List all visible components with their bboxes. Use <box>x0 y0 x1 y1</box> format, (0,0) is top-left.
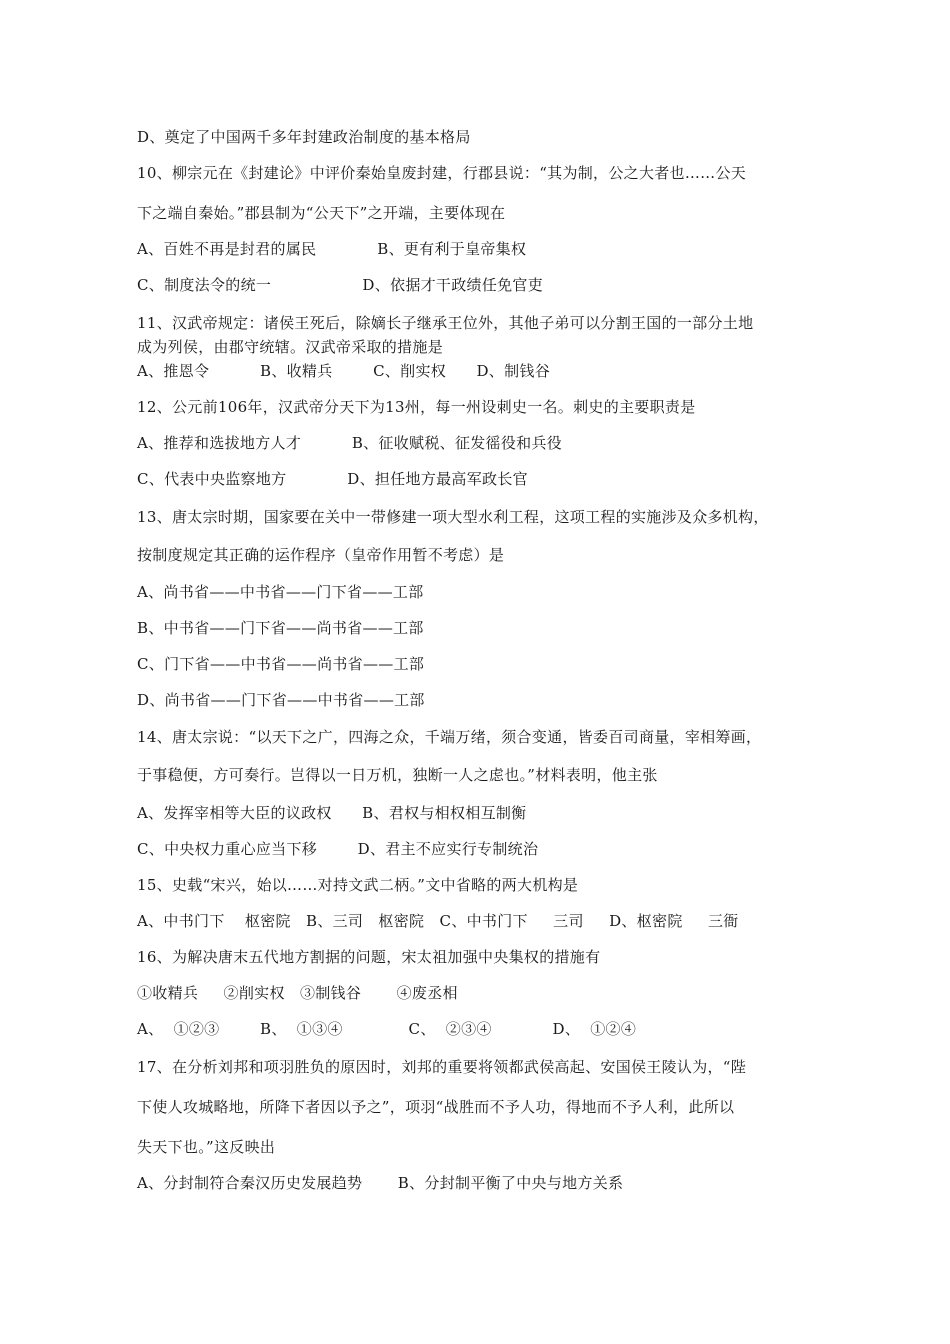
option-9-d: D、奠定了中国两千多年封建政治制度的基本格局 <box>137 128 471 146</box>
question-14-options-cd: C、中央权力重心应当下移 D、君主不应实行专制统治 <box>137 840 539 858</box>
question-15-options: A、中书门下 枢密院 B、三司 枢密院 C、中书门下 三司 D、枢密院 三衙 <box>137 912 739 930</box>
question-13-option-c: C、门下省——中书省——尚书省——工部 <box>137 655 425 673</box>
question-13-option-d: D、尚书省——门下省——中书省——工部 <box>137 691 425 709</box>
question-12-options-cd: C、代表中央监察地方 D、担任地方最高军政长官 <box>137 470 528 488</box>
question-11-line-1: 11、汉武帝规定：诸侯王死后，除嫡长子继承王位外，其他子弟可以分割王国的一部分土地 <box>137 314 754 332</box>
question-13-option-b: B、中书省——门下省——尚书省——工部 <box>137 619 424 637</box>
question-14-line-2: 于事稳便，方可奏行。岂得以一日万机，独断一人之虑也。”材料表明，他主张 <box>137 766 658 784</box>
question-16-options: A、 ①②③ B、 ①③④ C、 ②③④ D、 ①②④ <box>137 1020 637 1038</box>
question-15-stem: 15、史载“宋兴，始以……对持文武二柄。”文中省略的两大机构是 <box>137 876 579 894</box>
question-17-line-3: 失天下也。”这反映出 <box>137 1138 276 1156</box>
question-12-options-ab: A、推荐和选拔地方人才 B、征收赋税、征发徭役和兵役 <box>137 434 563 452</box>
question-10-line-2: 下之端自秦始。”郡县制为“公天下”之开端，主要体现在 <box>137 204 506 222</box>
question-10-options-cd: C、制度法令的统一 D、依据才干政绩任免官吏 <box>137 276 544 294</box>
question-13-option-a: A、尚书省——中书省——门下省——工部 <box>137 583 424 601</box>
question-10-options-ab: A、百姓不再是封君的属民 B、更有利于皇帝集权 <box>137 240 527 258</box>
question-16-items: ①收精兵 ②削实权 ③制钱谷 ④废丞相 <box>137 984 458 1002</box>
question-12-stem: 12、公元前106年，汉武帝分天下为13州，每一州设刺史一名。刺史的主要职责是 <box>137 398 696 416</box>
question-14-line-1: 14、唐太宗说：“以天下之广，四海之众，千端万绪，须合变通，皆委百司商量，宰相筹画， <box>137 728 762 746</box>
question-10-line-1: 10、柳宗元在《封建论》中评价秦始皇废封建，行郡县说：“其为制，公之大者也……公天 <box>137 164 747 182</box>
question-16-stem: 16、为解决唐末五代地方割据的问题，宋太祖加强中央集权的措施有 <box>137 948 601 966</box>
question-17-options-ab: A、分封制符合秦汉历史发展趋势 B、分封制平衡了中央与地方关系 <box>137 1174 624 1192</box>
question-11-options: A、推恩令 B、收精兵 C、削实权 D、制钱谷 <box>137 362 550 380</box>
question-17-line-1: 17、在分析刘邦和项羽胜负的原因时，刘邦的重要将领都武侯高起、安国侯王陵认为，“陛 <box>137 1058 747 1076</box>
question-13-line-1: 13、唐太宗时期，国家要在关中一带修建一项大型水利工程，这项工程的实施涉及众多机构， <box>137 508 769 526</box>
question-13-line-2: 按制度规定其正确的运作程序（皇帝作用暂不考虑）是 <box>137 546 505 564</box>
question-17-line-2: 下使人攻城略地，所降下者因以予之”，项羽“战胜而不予人功，得地而不予人利，此所以 <box>137 1098 735 1116</box>
question-14-options-ab: A、发挥宰相等大臣的议政权 B、君权与相权相互制衡 <box>137 804 527 822</box>
question-11-line-2: 成为列侯，由郡守统辖。汉武帝采取的措施是 <box>137 338 444 356</box>
